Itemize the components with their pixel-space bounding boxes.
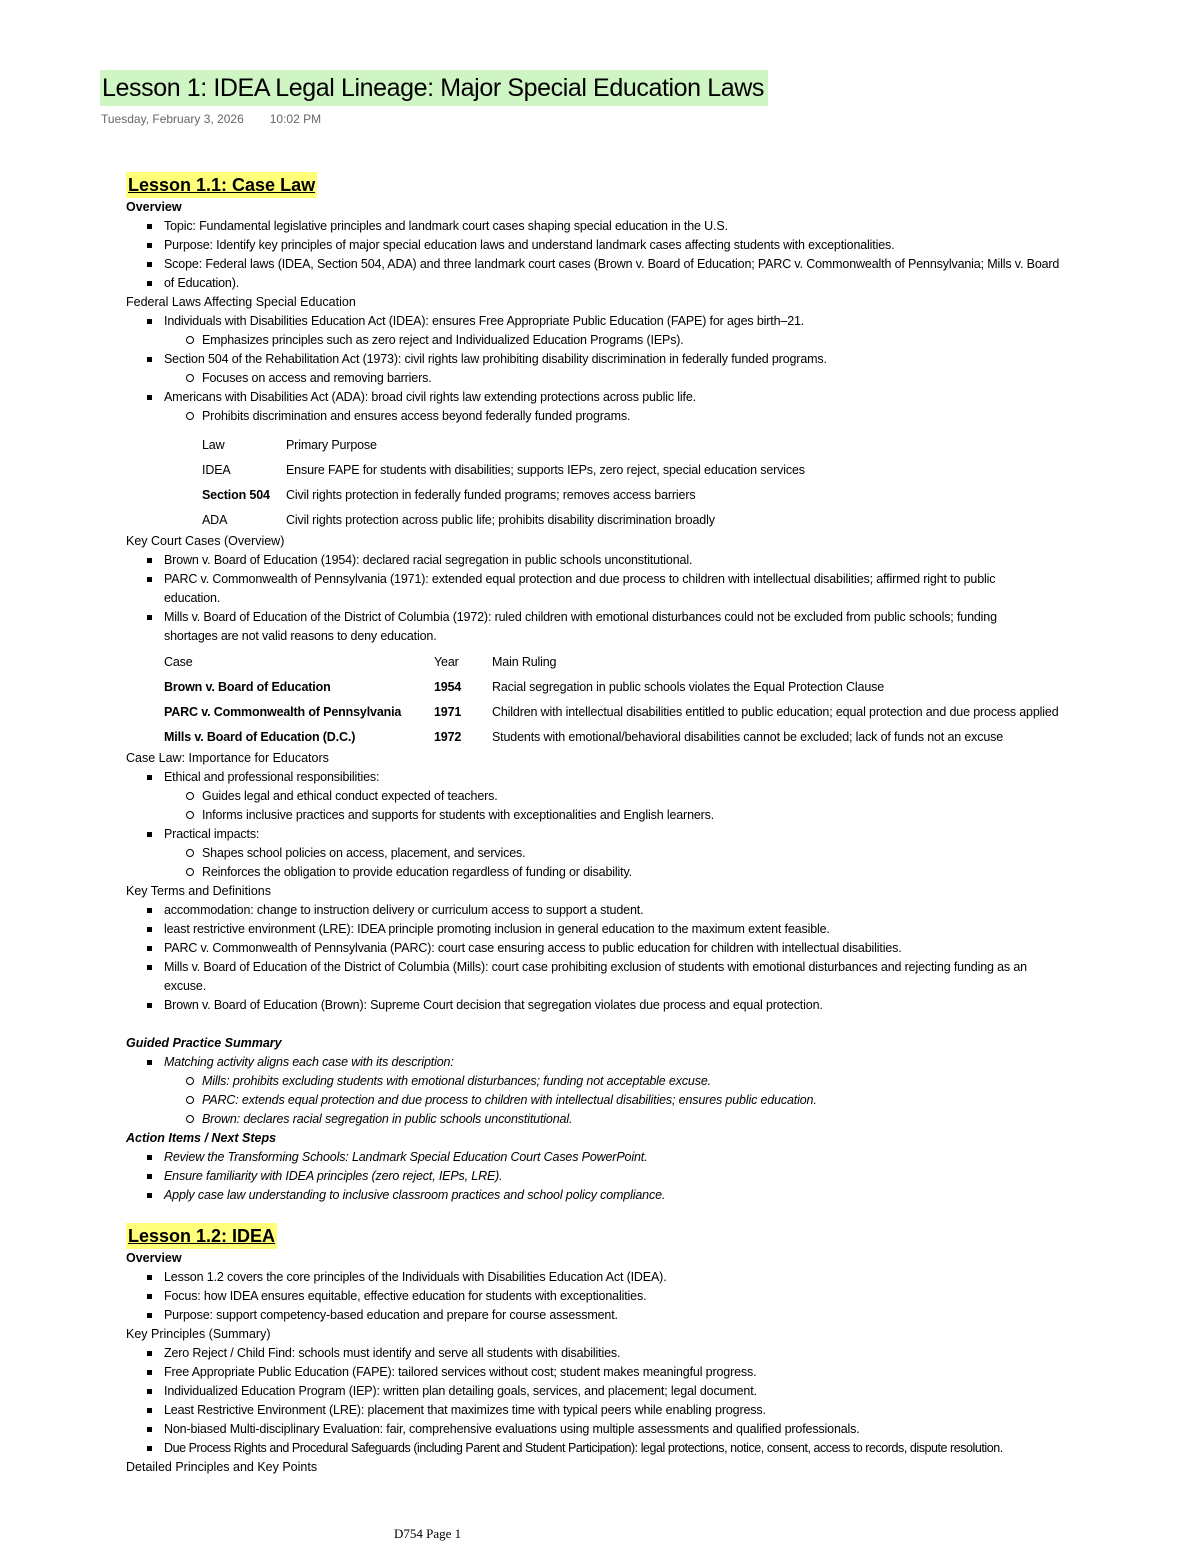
subheading-overview: Overview [126,200,182,214]
list-item: Shapes school policies on access, placement, and services. [126,844,1192,863]
list-item: Focus: how IDEA ensures equitable, effective education for students with exceptionalities. [126,1287,1192,1306]
table-cell: Ensure FAPE for students with disabilities; supports IEPs, zero reject, special education services [286,462,805,477]
list-item: Due Process Rights and Procedural Safeguards (including Parent and Student Participation): legal protections, notice, consent, access to records, dispute resolution. [126,1439,1192,1458]
list-item: Purpose: support competency-based education and prepare for course assessment. [126,1306,1192,1325]
table-cell: Racial segregation in public schools violates the Equal Protection Clause [492,679,885,694]
table-cell: Civil rights protection in federally funded programs; removes access barriers [286,487,696,502]
table-cell: Brown v. Board of Education [164,679,331,694]
subheading-guided-practice: Guided Practice Summary [126,1036,282,1050]
table-header-cell: Main Ruling [492,654,557,669]
list-item: Zero Reject / Child Find: schools must identify and serve all students with disabilities. [126,1344,1192,1363]
table-row [202,457,805,482]
table-row [164,674,1059,699]
list-item: accommodation: change to instruction delivery or curriculum access to support a student. [126,901,1192,920]
list-item: Focuses on access and removing barriers. [126,369,1192,388]
case-table [164,649,1059,749]
table-cell: IDEA [202,462,231,477]
list-item: Topic: Fundamental legislative principles and landmark court cases shaping special education in the U.S. [126,217,1192,236]
subheading-overview: Overview [126,1251,182,1265]
title-block [100,70,768,106]
subheading-detailed-principles: Detailed Principles and Key Points [126,1460,318,1474]
subheading-key-terms: Key Terms and Definitions [126,884,271,898]
key-principles-list [126,1344,1192,1458]
page-meta [101,112,321,126]
importance-list [126,768,1192,882]
page-content [126,172,1192,1477]
list-item: Section 504 of the Rehabilitation Act (1973): civil rights law prohibiting disability discrimination in federally funded programs. [126,350,1192,369]
subheading-action-items: Action Items / Next Steps [126,1131,277,1145]
list-item: Scope: Federal laws (IDEA, Section 504, ADA) and three landmark court cases (Brown v. Board of Education; PARC v. Commonwealth of Pennsylvania; Mills v. Board [126,255,1192,274]
law-table [202,432,805,532]
page-footer: D754 Page 1 [394,1526,462,1541]
action-items-list [126,1148,1192,1205]
page-title: Lesson 1: IDEA Legal Lineage: Major Special Education Laws [100,70,768,106]
table-row [202,482,805,507]
list-item: Free Appropriate Public Education (FAPE): tailored services without cost; student makes meaningful progress. [126,1363,1192,1382]
list-item: Americans with Disabilities Act (ADA): broad civil rights law extending protections across public life. [126,388,1192,407]
table-cell: 1972 [434,729,462,744]
subheading-key-principles: Key Principles (Summary) [126,1327,271,1341]
table-header-cell: Primary Purpose [286,437,377,452]
list-item: Apply case law understanding to inclusive classroom practices and school policy compliance. [126,1186,1192,1205]
list-item: Mills: prohibits excluding students with emotional disturbances; funding not acceptable excuse. [126,1072,1192,1091]
court-cases-list [126,551,1192,646]
list-item: Practical impacts: [126,825,1192,844]
list-item: Ethical and professional responsibilities: [126,768,1192,787]
subheading-key-court-cases: Key Court Cases (Overview) [126,534,285,548]
table-header-row [164,649,1059,674]
list-item: Ensure familiarity with IDEA principles (zero reject, IEPs, LRE). [126,1167,1192,1186]
list-item: PARC v. Commonwealth of Pennsylvania (1971): extended equal protection and due process to children with intellectual disabilities; affirmed right to public [126,570,1192,589]
spacer [126,1015,1192,1034]
federal-laws-list [126,312,1192,426]
subheading-federal-laws: Federal Laws Affecting Special Education [126,295,356,309]
table-cell: 1971 [434,704,462,719]
list-item-continuation: education. [164,591,221,605]
list-item: Brown v. Board of Education (1954): declared racial segregation in public schools unconstitutional. [126,551,1192,570]
list-item: Purpose: Identify key principles of major special education laws and understand landmark cases affecting students with exceptionalities. [126,236,1192,255]
table-cell: 1954 [434,679,462,694]
list-item: Informs inclusive practices and supports for students with exceptionalities and English learners. [126,806,1192,825]
list-item: Individualized Education Program (IEP): written plan detailing goals, services, and placement; legal document. [126,1382,1192,1401]
list-item: Mills v. Board of Education of the District of Columbia (1972): ruled children with emotional disturbances could not be excluded from public schools; funding [126,608,1192,627]
list-item: Brown: declares racial segregation in public schools unconstitutional. [126,1110,1192,1129]
table-header-row [202,432,805,457]
list-item: PARC v. Commonwealth of Pennsylvania (PARC): court case ensuring access to public education for children with intellectual disabilities. [126,939,1192,958]
table-cell: PARC v. Commonwealth of Pennsylvania [164,704,402,719]
table-cell: Mills v. Board of Education (D.C.) [164,729,356,744]
table-cell: Children with intellectual disabilities entitled to public education; equal protection and due process applied [492,704,1059,719]
list-item: Mills v. Board of Education of the District of Columbia (Mills): court case prohibiting exclusion of students with emotional disturbances and rejecting funding as an [126,958,1192,977]
list-item-continuation: of Education). [126,274,1192,293]
table-row [164,724,1059,749]
table-cell: ADA [202,512,228,527]
page-time: 10:02 PM [269,112,322,126]
table-header-cell: Law [202,437,225,452]
list-item: Review the Transforming Schools: Landmark Special Education Court Cases PowerPoint. [126,1148,1192,1167]
list-item: Prohibits discrimination and ensures access beyond federally funded programs. [126,407,1192,426]
table-cell: Section 504 [202,487,270,502]
table-header-cell: Case [164,654,193,669]
section-heading-lesson-1-1: Lesson 1.1: Case Law [126,172,317,198]
list-item-continuation: excuse. [164,979,207,993]
guided-practice-list [126,1053,1192,1129]
table-cell: Civil rights protection across public life; prohibits disability discrimination broadly [286,512,715,527]
list-item: least restrictive environment (LRE): IDEA principle promoting inclusion in general education to the maximum extent feasible. [126,920,1192,939]
table-row [202,507,805,532]
page-date: Tuesday, February 3, 2026 [101,112,244,126]
list-item: Individuals with Disabilities Education Act (IDEA): ensures Free Appropriate Public Education (FAPE) for ages birth–21. [126,312,1192,331]
table-header-cell: Year [434,654,459,669]
list-item: Matching activity aligns each case with its description: [126,1053,1192,1072]
list-item-continuation: shortages are not valid reasons to deny education. [164,629,437,643]
list-item: Emphasizes principles such as zero reject and Individualized Education Programs (IEPs). [126,331,1192,350]
list-item: Brown v. Board of Education (Brown): Supreme Court decision that segregation violates due process and equal protection. [126,996,1192,1015]
list-item: Reinforces the obligation to provide education regardless of funding or disability. [126,863,1192,882]
list-item: Non-biased Multi-disciplinary Evaluation: fair, comprehensive evaluations using multiple assessments and qualified professionals. [126,1420,1192,1439]
list-item: PARC: extends equal protection and due process to children with intellectual disabilities; ensures public education. [126,1091,1192,1110]
list-item: Least Restrictive Environment (LRE): placement that maximizes time with typical peers while enabling progress. [126,1401,1192,1420]
table-row [164,699,1059,724]
list-item: Lesson 1.2 covers the core principles of the Individuals with Disabilities Education Act (IDEA). [126,1268,1192,1287]
key-terms-list [126,901,1192,1015]
spacer [126,1205,1192,1223]
subheading-importance: Case Law: Importance for Educators [126,751,329,765]
list-item: Guides legal and ethical conduct expected of teachers. [126,787,1192,806]
section-heading-lesson-1-2: Lesson 1.2: IDEA [126,1223,277,1249]
idea-overview-list [126,1268,1192,1325]
table-cell: Students with emotional/behavioral disabilities cannot be excluded; lack of funds not an excuse [492,729,1004,744]
overview-list [126,217,1192,293]
